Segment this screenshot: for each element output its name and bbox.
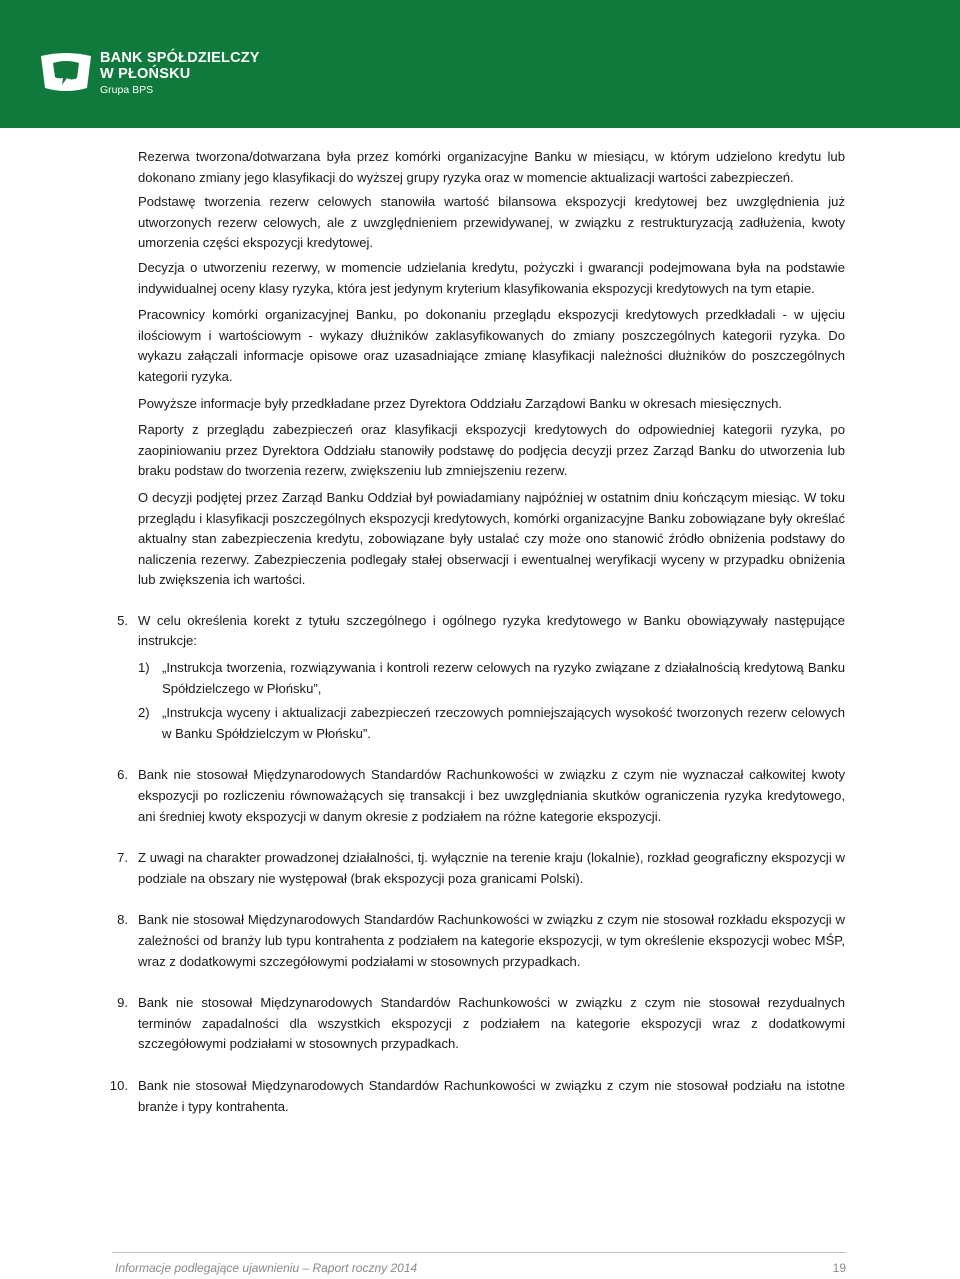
paragraph-reserve-basis: Podstawę tworzenia rezerw celowych stanowiła wartość bilansowa ekspozycji kredytowej bez uwzględnienia już utworzonych rezerw celowych, ale z uwzględnieniem przewidywanej, w związku z restrukturyzacją zadłużenia, kwoty umorzenia części ekspozycji kredytowej. <box>138 194 845 251</box>
paragraph-reserve-decision: Decyzja o utworzeniu rezerwy, w momencie udzielania kredytu, pożyczki i gwarancji podejmowana była na podstawie indywidualnej oceny klasy ryzyka, która jest jedynym kryterium klasyfikowania ekspozycji kredytowych na tym etapie. <box>138 259 845 296</box>
paragraph-reserve-timing: Rezerwa tworzona/dotwarzana była przez komórki organizacyjne Banku w miesiącu, w którym udzielono kredytu lub dokonano zmiany jego klasyfikacji do wyższej grupy ryzyka oraz w momencie aktualizacji wartości zabezpieczeń. <box>138 149 845 185</box>
footer-title: Informacje podlegające ujawnieniu – Raport roczny 2014 <box>115 1261 418 1275</box>
sub-list-item-text: „Instrukcja wyceny i aktualizacji zabezpieczeń rzeczowych pomniejszających wysokość tworzonych rezerw celowych w Banku Spółdzielczym w Płońsku”. <box>162 705 845 741</box>
list-item-number: 8. <box>117 912 128 928</box>
bank-name-line1: BANK SPÓŁDZIELCZY <box>100 50 260 66</box>
list-item <box>109 1076 845 1117</box>
page-footer <box>112 1252 846 1279</box>
list-item-text: Bank nie stosował Międzynarodowych Standardów Rachunkowości w związku z czym nie wyznaczał całkowitej kwoty ekspozycji po rozliczeniu równoważących się transakcji i bez uwzględniania skutków ograniczenia ryzyka kredytowego, ani średniej kwoty ekspozycji w danym okresie z podziałem na różne kategorie ekspozycji. <box>138 767 845 824</box>
sub-list-item-number: 1) <box>138 660 150 676</box>
list-item-text: W celu określenia korekt z tytułu szczególnego i ogólnego ryzyka kredytowego w Banku obowiązywały następujące instrukcje: <box>138 612 845 649</box>
bank-group-name: Grupa BPS <box>100 84 154 96</box>
list-item <box>117 611 845 652</box>
list-item-number: 10. <box>109 1077 128 1093</box>
list-item-text: Z uwagi na charakter prowadzonej działalności, tj. wyłącznie na terenie kraju (lokalnie), rozkład geograficzny ekspozycji w podziale na obszary nie występował (brak ekspozycji poza granicami Polski). <box>138 850 845 886</box>
paragraph-collateral-reports: Raporty z przeglądu zabezpieczeń oraz klasyfikacji ekspozycji kredytowych do odpowiedniej kategorii ryzyka, po zaopiniowaniu przez Dyrektora Oddziału stanowiły podstawę do podjęcia decyzji przez Zarząd Banku do utworzenia lub braku podstaw do tworzenia rezerw, zwiększeniu lub zmniejszeniu rezerw. <box>138 422 845 479</box>
list-item-number: 7. <box>117 850 128 866</box>
bank-name-line2: W PŁOŃSKU <box>100 66 191 82</box>
page-number: 19 <box>832 1261 846 1275</box>
paragraph-board-decision: O decyzji podjętej przez Zarząd Banku Oddział był powiadamiany najpóźniej w ostatnim dniu kończącym miesiąc. W toku przeglądu i klasyfikacji poszczególnych ekspozycji kredytowych, komórki organizacyjne Banku zobowiązane były określać aktualny stan zabezpieczenia kredytu, zobowiązane były ustalać czy może ono stanowić źródło obniżenia podstawy do naliczenia rezerwy. Zabezpieczenia podlegały stałej obserwacji i ewentualnej weryfikacji wyceny w przypadku obniżenia lub zwiększenia ich wartości. <box>138 489 845 588</box>
list-item-number: 6. <box>117 767 128 783</box>
paragraph-staff-review: Pracownicy komórki organizacyjnej Banku, po dokonaniu przeglądu ekspozycji kredytowych przedkładali - w ujęciu ilościowym i wartościowym - wykazy dłużników zaklasyfikowanych do zmiany poszczególnych kategorii ryzyka. Do wykazu załączali informacje opisowe oraz uzasadniające zmianę klasyfikacji należności dłużników do poszczególnych kategorii ryzyka. <box>138 307 845 384</box>
list-item <box>117 848 845 889</box>
sub-list-item-number: 2) <box>138 705 150 721</box>
list-item-number: 9. <box>117 995 128 1011</box>
list-item-text: Bank nie stosował Międzynarodowych Standardów Rachunkowości w związku z czym nie stosował rezydualnych terminów zapadalności dla wszystkich ekspozycji z podziałem na kategorie ekspozycji wraz z dodatkowymi szczegółowymi podziałami w stosownych przypadkach. <box>138 995 845 1052</box>
page-header <box>0 0 960 128</box>
list-item <box>117 910 845 972</box>
list-item-text: Bank nie stosował Międzynarodowych Standardów Rachunkowości w związku z czym nie stosował podziału na istotne branże i typy kontrahenta. <box>138 1077 845 1114</box>
list-item <box>117 765 845 827</box>
bank-logo-icon <box>38 52 94 94</box>
sub-list-item-text: „Instrukcja tworzenia, rozwiązywania i kontroli rezerw celowych na ryzyko związane z działalnością kredytową Banku Spółdzielczego w Płońsku”, <box>162 660 845 696</box>
sub-list-item <box>138 658 845 699</box>
list-item <box>117 993 845 1055</box>
sub-list-item <box>138 703 845 744</box>
bank-logo-text <box>100 50 260 97</box>
list-item-text: Bank nie stosował Międzynarodowych Standardów Rachunkowości w związku z czym nie stosował rozkładu ekspozycji w zależności od branży lub typu kontrahenta z podziałem na kategorie ekspozycji, w tym określenie ekspozycji wobec MŚP, wraz z dodatkowymi szczegółowymi podziałami w stosownych przypadkach. <box>138 912 845 969</box>
document-body <box>0 147 960 1117</box>
list-item-number: 5. <box>117 612 128 628</box>
paragraph-monthly-reporting: Powyższe informacje były przedkładane przez Dyrektora Oddziału Zarządowi Banku w okresach miesięcznych. <box>138 395 783 411</box>
